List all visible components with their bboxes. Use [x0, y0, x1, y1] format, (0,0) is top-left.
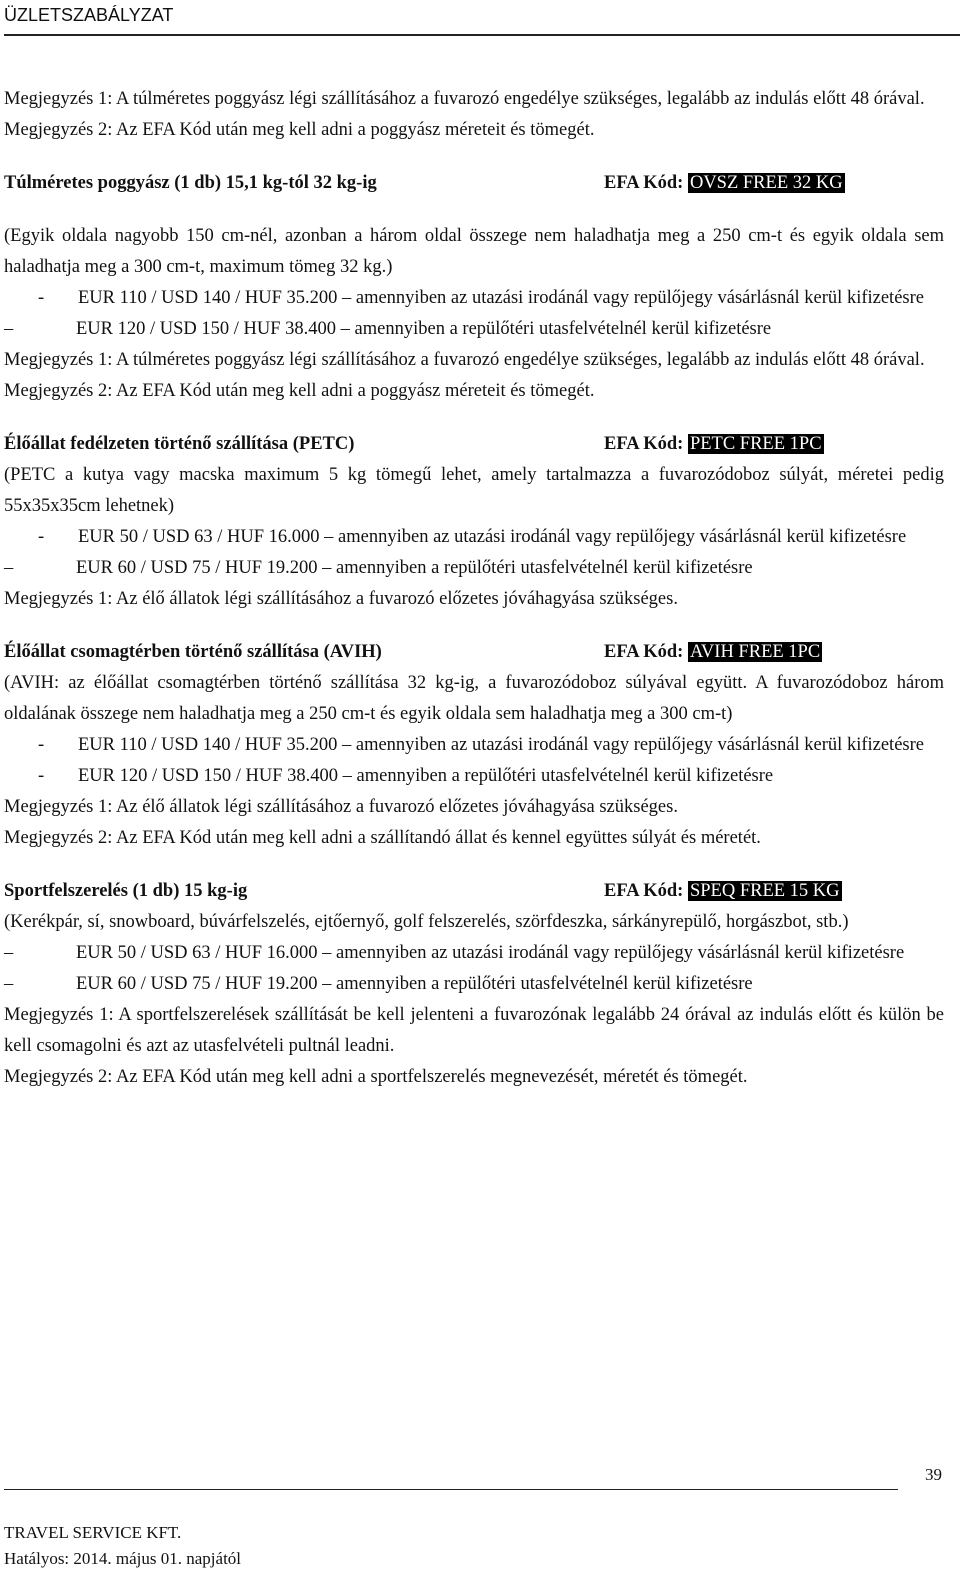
speq-title: Sportfelszerelés (1 db) 15 kg-ig: [4, 881, 248, 901]
price-text: EUR 120 / USD 150 / HUF 38.400 – amennyiben a repülőtéri utasfelvételnél kerül kifizetésre: [78, 766, 774, 786]
speq-section-heading: [4, 876, 944, 907]
bullet-mark: –: [4, 974, 14, 994]
speq-note-2: Megjegyzés 2: Az EFA Kód után meg kell adni a sportfelszerelés megnevezését, méretét és tömegét.: [4, 1067, 748, 1087]
code-badge: SPEQ FREE 15 KG: [689, 881, 840, 901]
bullet-mark: -: [38, 288, 45, 308]
code-badge: OVSZ FREE 32 KG: [689, 173, 843, 193]
petc-title: Élőállat fedélzeten történő szállítása (PETC): [4, 434, 355, 454]
efa-label: EFA Kód:: [604, 173, 684, 193]
petc-note-1: Megjegyzés 1: Az élő állatok légi szállításához a fuvarozó előzetes jóváhagyása szükséges.: [4, 589, 678, 609]
efa-label: EFA Kód:: [604, 881, 684, 901]
bullet-mark: –: [4, 319, 14, 339]
document-body: [4, 84, 944, 1093]
document-header: [4, 4, 960, 36]
avih-note-1: Megjegyzés 1: Az élő állatok légi szállításához a fuvarozó előzetes jóváhagyása szükséges.: [4, 797, 678, 817]
speq-description: (Kerékpár, sí, snowboard, búvárfelszelés, ejtőernyő, golf felszerelés, szörfdeszka, sárkányrepülő, horgászbot, stb.): [4, 912, 849, 932]
petc-price-2: [4, 553, 944, 584]
efa-label: EFA Kód:: [604, 642, 684, 662]
oversize-description: (Egyik oldala nagyobb 150 cm-nél, azonban a három oldal összege nem haladhatja meg a 250 cm-t és egyik oldala sem haladhatja meg a 300 cm-t, maximum tömeg 32 kg.): [4, 226, 944, 277]
oversize-title: Túlméretes poggyász (1 db) 15,1 kg-tól 32 kg-ig: [4, 173, 377, 193]
price-text: EUR 50 / USD 63 / HUF 16.000 – amennyiben az utazási irodánál vagy repülőjegy vásárlásnál kerül kifizetésre: [76, 943, 905, 963]
oversize-note-2: Megjegyzés 2: Az EFA Kód után meg kell adni a poggyász méreteit és tömegét.: [4, 381, 595, 401]
avih-price-1: [4, 730, 944, 761]
avih-description: (AVIH: az élőállat csomagtérben történő szállítása 32 kg-ig, a fuvarozódoboz súlyával együtt. A fuvarozódoboz három oldalának összege nem haladhatja meg a 250 cm-t és egyik oldala sem haladhatja meg a 300 cm-t): [4, 673, 944, 724]
footer-company: TRAVEL SERVICE KFT.: [4, 1523, 182, 1542]
price-text: EUR 120 / USD 150 / HUF 38.400 – amennyiben a repülőtéri utasfelvételnél kerül kifizetésre: [76, 319, 772, 339]
bullet-mark: –: [4, 558, 14, 578]
bullet-mark: –: [4, 943, 14, 963]
header-title: ÜZLETSZABÁLYZAT: [4, 5, 174, 25]
footer-divider: [4, 1489, 898, 1490]
page-number: 39: [925, 1465, 942, 1484]
price-text: EUR 60 / USD 75 / HUF 19.200 – amennyiben a repülőtéri utasfelvételnél kerül kifizetésre: [76, 974, 753, 994]
oversize-efa-code: [604, 173, 845, 194]
price-text: EUR 60 / USD 75 / HUF 19.200 – amennyiben a repülőtéri utasfelvételnél kerül kifizetésre: [76, 558, 753, 578]
petc-description: (PETC a kutya vagy macska maximum 5 kg tömegű lehet, amely tartalmazza a fuvarozódoboz súlyát, méretei pedig 55x35x35cm lehetnek): [4, 465, 944, 516]
price-text: EUR 50 / USD 63 / HUF 16.000 – amennyiben az utazási irodánál vagy repülőjegy vásárlásnál kerül kifizetésre: [78, 527, 907, 547]
code-badge: AVIH FREE 1PC: [689, 642, 821, 662]
oversize-price-2: [4, 314, 944, 345]
speq-price-1: [4, 938, 944, 969]
price-text: EUR 110 / USD 140 / HUF 35.200 – amennyiben az utazási irodánál vagy repülőjegy vásárlásnál kerül kifizetésre: [78, 735, 924, 755]
petc-efa-code: [604, 434, 824, 455]
avih-efa-code: [604, 642, 822, 663]
avih-price-2: [4, 761, 944, 792]
bullet-mark: -: [38, 735, 45, 755]
avih-note-2: Megjegyzés 2: Az EFA Kód után meg kell adni a szállítandó állat és kennel együttes súlyát és méretét.: [4, 828, 761, 848]
bullet-mark: -: [38, 766, 45, 786]
avih-section-heading: [4, 637, 944, 668]
speq-price-2: [4, 969, 944, 1000]
code-badge: PETC FREE 1PC: [689, 434, 822, 454]
oversize-note-1: Megjegyzés 1: A túlméretes poggyász légi szállításához a fuvarozó engedélye szükséges, legalább az indulás előtt 48 órával.: [4, 350, 925, 370]
oversize-section-heading: [4, 168, 944, 199]
oversize-price-1: [4, 283, 944, 314]
price-text: EUR 110 / USD 140 / HUF 35.200 – amennyiben az utazási irodánál vagy repülőjegy vásárlásnál kerül kifizetésre: [78, 288, 924, 308]
speq-note-1: Megjegyzés 1: A sportfelszerelések szállítását be kell jelenteni a fuvarozónak legalább 24 órával az indulás előtt és külön be kell csomagolni és azt az utasfelvételi pultnál leadni.: [4, 1005, 944, 1056]
bullet-mark: -: [38, 527, 45, 547]
avih-title: Élőállat csomagtérben történő szállítása (AVIH): [4, 642, 382, 662]
efa-label: EFA Kód:: [604, 434, 684, 454]
footer-effective-date: Hatályos: 2014. május 01. napjától: [4, 1549, 242, 1568]
petc-price-1: [4, 522, 944, 553]
petc-section-heading: [4, 429, 944, 460]
speq-efa-code: [604, 881, 842, 902]
intro-note-2: Megjegyzés 2: Az EFA Kód után meg kell adni a poggyász méreteit és tömegét.: [4, 120, 595, 140]
intro-note-1: Megjegyzés 1: A túlméretes poggyász légi szállításához a fuvarozó engedélye szükséges, legalább az indulás előtt 48 órával.: [4, 89, 925, 109]
